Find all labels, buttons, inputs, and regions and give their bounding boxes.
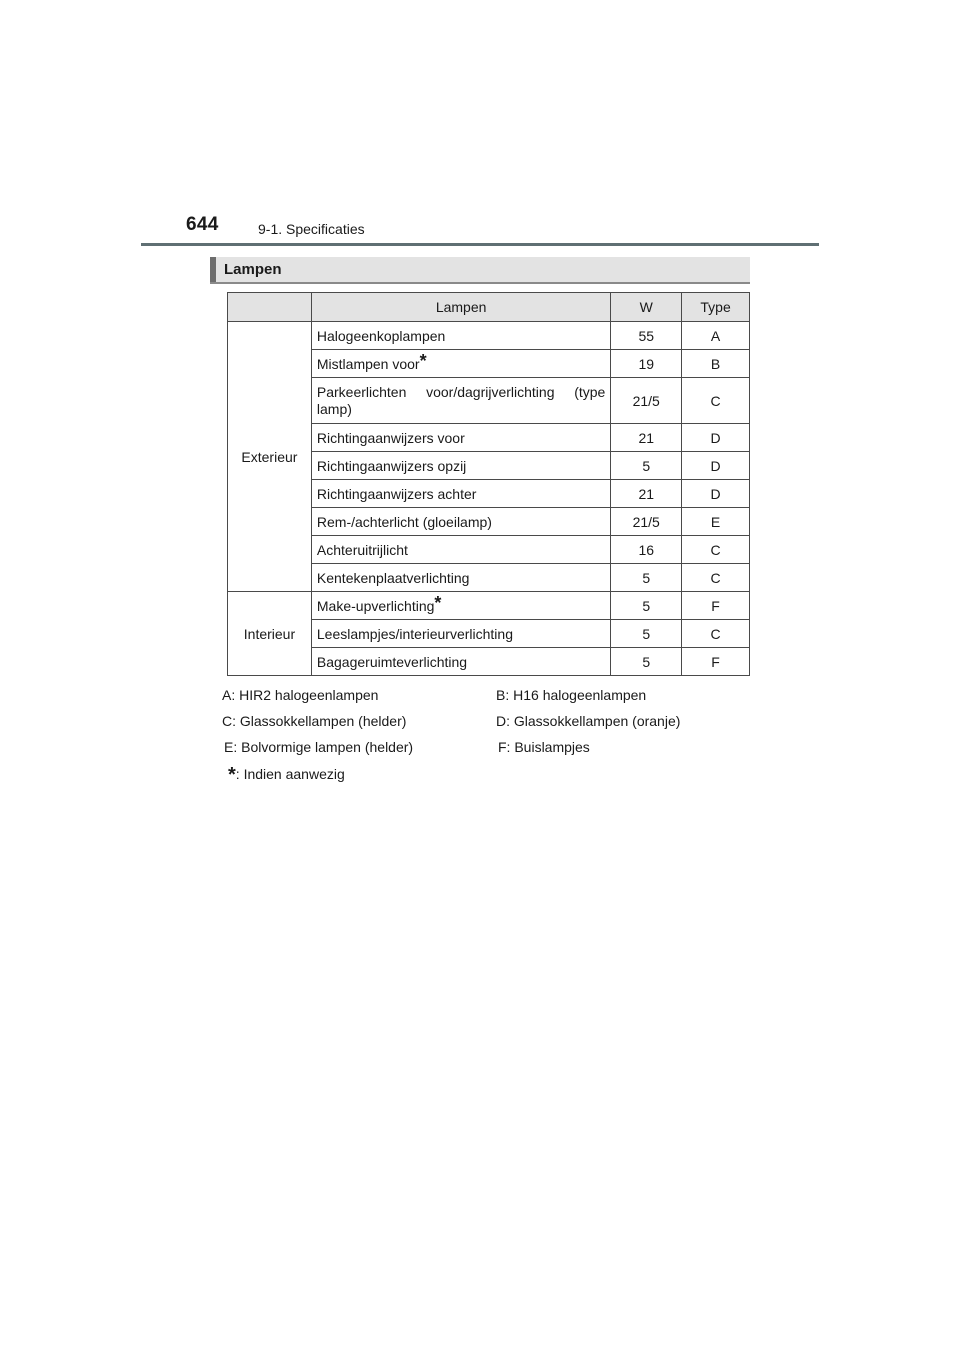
lamp-type: D — [682, 424, 750, 452]
lamp-type: C — [682, 564, 750, 592]
column-header-lamp: Lampen — [311, 293, 610, 322]
lamp-name-cell — [311, 592, 610, 620]
section-bar — [210, 257, 750, 284]
lamp-name: Mistlampen voor — [316, 355, 420, 372]
lamp-name: Rem-/achterlicht (gloeilamp) — [311, 508, 610, 536]
lamp-type: C — [682, 378, 750, 424]
legend-item: B: H16 halogeenlampen — [496, 687, 647, 703]
lamp-watt: 16 — [611, 536, 682, 564]
lamp-type: E — [682, 508, 750, 536]
footnote-marker: * — [419, 350, 427, 371]
lamp-watt: 21 — [611, 480, 682, 508]
column-header-group — [228, 293, 312, 322]
lamp-type: F — [682, 648, 750, 676]
lamp-type: B — [682, 350, 750, 378]
lamp-name: Leeslampjes/interieurverlichting — [311, 620, 610, 648]
lamp-name: Richtingaanwijzers achter — [311, 480, 610, 508]
header-rule — [141, 243, 819, 246]
table-header-row — [228, 293, 750, 322]
lamp-name: Parkeerlichten voor/dagrijverlichting (type lamp) — [316, 383, 606, 417]
lamp-name: Richtingaanwijzers opzij — [311, 452, 610, 480]
lamp-name-cell — [311, 350, 610, 378]
legend-item: F: Buislampjes — [498, 739, 590, 755]
lamp-type: D — [682, 452, 750, 480]
footnote — [228, 764, 345, 787]
footnote-marker: * — [434, 592, 442, 613]
section-bar-title: Lampen — [224, 261, 282, 278]
lamp-watt: 55 — [611, 322, 682, 350]
lamp-type: C — [682, 536, 750, 564]
lamp-type: D — [682, 480, 750, 508]
lamp-watt: 5 — [611, 564, 682, 592]
lamp-table — [227, 292, 750, 676]
lamp-type: C — [682, 620, 750, 648]
section-title: 9-1. Specificaties — [258, 221, 365, 237]
lamp-name: Make-upverlichting — [316, 597, 435, 614]
group-exterior: Exterieur — [228, 322, 312, 592]
legend-item: D: Glassokkellampen (oranje) — [496, 713, 681, 729]
lamp-watt: 5 — [611, 648, 682, 676]
lamp-watt: 5 — [611, 452, 682, 480]
table-row — [228, 592, 750, 620]
lamp-name-cell — [311, 378, 610, 424]
page-number: 644 — [186, 214, 219, 235]
lamp-watt: 19 — [611, 350, 682, 378]
footnote-text: : Indien aanwezig — [235, 766, 345, 782]
lamp-watt: 5 — [611, 620, 682, 648]
section-bar-accent — [210, 257, 216, 284]
legend-item: C: Glassokkellampen (helder) — [222, 713, 407, 729]
page-header — [186, 214, 826, 240]
lamp-type: F — [682, 592, 750, 620]
lamp-name: Richtingaanwijzers voor — [311, 424, 610, 452]
lamp-watt: 5 — [611, 592, 682, 620]
lamp-name: Achteruitrijlicht — [311, 536, 610, 564]
footnote-marker: * — [228, 764, 236, 786]
legend-item: A: HIR2 halogeenlampen — [222, 687, 379, 703]
lamp-name: Kentekenplaatverlichting — [311, 564, 610, 592]
lamp-watt: 21/5 — [611, 378, 682, 424]
section-bar-underline — [210, 282, 750, 284]
table-row — [228, 322, 750, 350]
lamp-type: A — [682, 322, 750, 350]
legend-item: E: Bolvormige lampen (helder) — [224, 739, 414, 755]
group-interior: Interieur — [228, 592, 312, 676]
lamp-watt: 21/5 — [611, 508, 682, 536]
lamp-name: Bagageruimteverlichting — [311, 648, 610, 676]
lamp-watt: 21 — [611, 424, 682, 452]
column-header-type: Type — [682, 293, 750, 322]
lamp-name: Halogeenkoplampen — [311, 322, 610, 350]
column-header-watt: W — [611, 293, 682, 322]
